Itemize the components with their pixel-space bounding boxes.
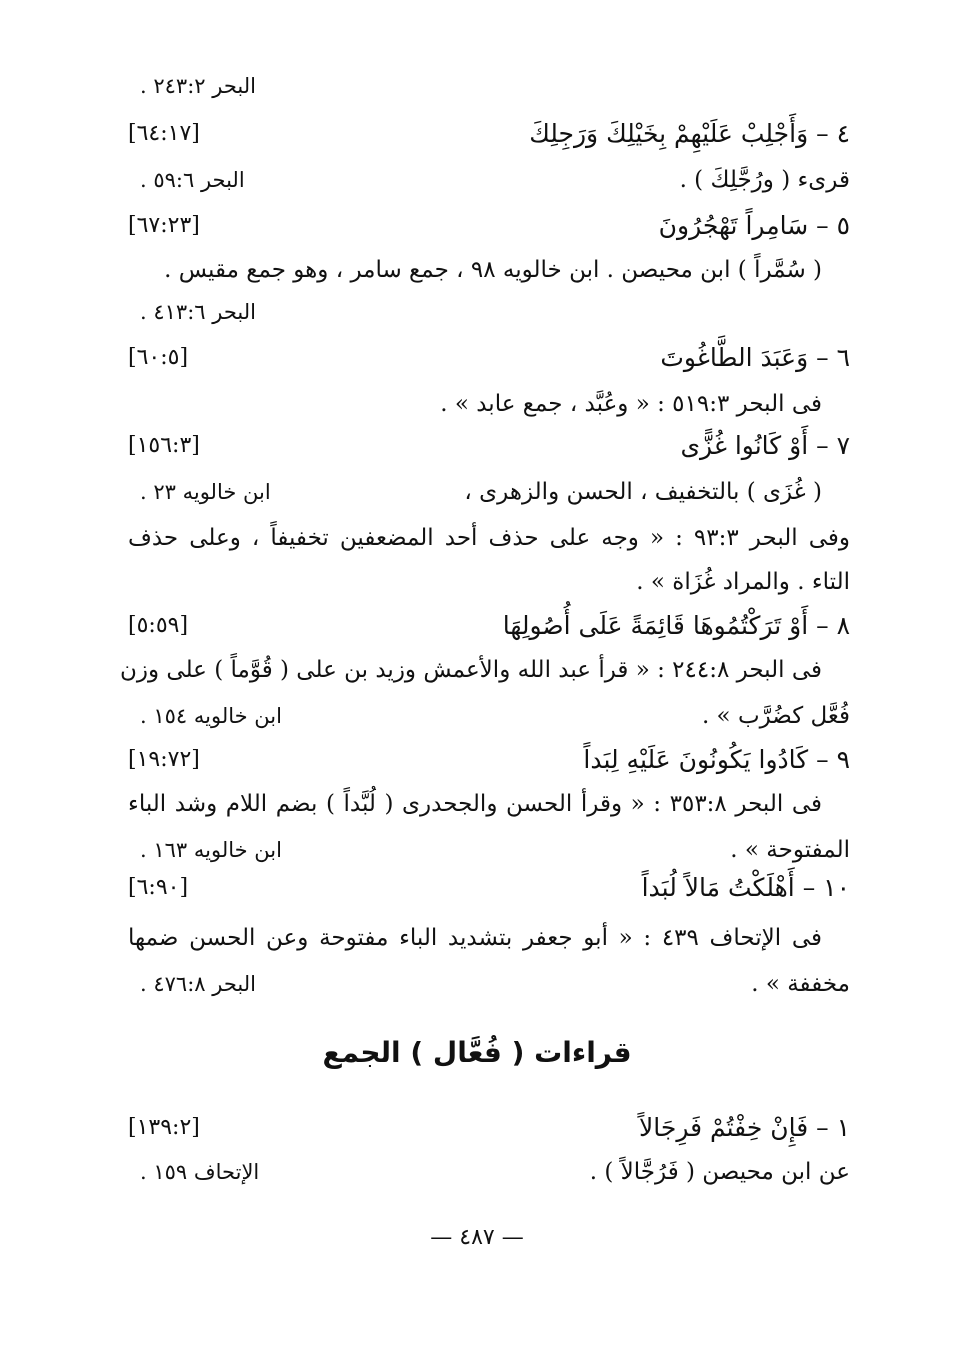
source-citation: البحر ٢٤٣:٢ . bbox=[140, 74, 256, 98]
text-line bbox=[128, 962, 850, 1006]
source-citation: ابن خالويه ١٦٣ . bbox=[140, 838, 282, 862]
verse-text: ٩ – كَادُوا يَكُونُونَ عَلَيْهِ لِبَداً bbox=[583, 745, 850, 774]
verse-reference: [٦٠:٥] bbox=[128, 345, 189, 370]
verse-reference: [٦٤:١٧] bbox=[128, 121, 200, 146]
reading-text: فُعَّل كضُرَّب » . bbox=[701, 703, 850, 729]
text-line bbox=[128, 560, 850, 604]
reading-text: فى الإتحاف ٤٣٩ : « أبو جعفر بتشديد الباء مفتوحة وعن الحسن ضمها bbox=[128, 925, 822, 951]
verse-text: ٥ – سَامِراً تَهْجُرُونَ bbox=[658, 211, 850, 240]
text-line bbox=[128, 516, 850, 560]
text-line bbox=[128, 916, 850, 960]
text-line bbox=[128, 290, 850, 334]
reading-text: مخففة » . bbox=[751, 971, 850, 997]
verse-line bbox=[128, 866, 850, 910]
text-line bbox=[128, 470, 850, 514]
reading-text: ( غُزَى ) بالتخفيف ، الحسن والزهرى ، bbox=[464, 479, 822, 505]
verse-text: ١٠ – أَهْلَكْتُ مَالاً لُبَداً bbox=[641, 873, 850, 902]
verse-text: ١ – فَإِنْ خِفْتُمْ فَرِجَالاً bbox=[638, 1113, 850, 1142]
verse-reference: [٥:٥٩] bbox=[128, 613, 189, 638]
verse-line bbox=[128, 204, 850, 248]
reading-text: قرىء ( ورُجَّلِكَ ) . bbox=[679, 167, 850, 193]
source-citation: ابن خالويه ٢٣ . bbox=[140, 480, 271, 504]
verse-line bbox=[128, 336, 850, 380]
verse-reference: [١٣٩:٢] bbox=[128, 1115, 200, 1140]
reading-text: ( سُمَّراً ) ابن محيصن . ابن خالويه ٩٨ ، جمع سامر ، وهو جمع مقيس . bbox=[164, 257, 822, 283]
source-citation: البحر ٤٧٦:٨ . bbox=[140, 972, 256, 996]
text-line bbox=[119, 648, 850, 692]
verse-text: ٦ – وَعَبَدَ الطَّاغُوتَ bbox=[660, 343, 850, 372]
page-number: — ٤٨٧ — bbox=[430, 1225, 524, 1250]
verse-reference: [٦٧:٢٣] bbox=[128, 213, 200, 238]
verse-reference: [١٥٦:٣] bbox=[128, 433, 200, 458]
verse-line bbox=[128, 424, 850, 468]
verse-text: ٤ – وَأَجْلِبْ عَلَيْهِمْ بِخَيْلِكَ وَرَجِلِكَ bbox=[529, 119, 850, 148]
source-citation: البحر ٤١٣:٦ . bbox=[140, 300, 256, 324]
verse-reference: [٦:٩٠] bbox=[128, 875, 189, 900]
source-citation: الإتحاف ١٥٩ . bbox=[140, 1160, 260, 1184]
text-line bbox=[128, 382, 850, 426]
reading-text: المفتوحة » . bbox=[730, 837, 850, 863]
verse-line bbox=[128, 112, 850, 156]
text-line bbox=[128, 64, 850, 108]
verse-text: ٧ – أَوْ كَانُوا غُزًّى bbox=[680, 431, 850, 460]
verse-line bbox=[128, 738, 850, 782]
reading-text: وفى البحر ٩٣:٣ : « وجه على حذف أحد المضعفين تخفيفاً ، وعلى حذف bbox=[128, 525, 850, 551]
verse-reference: [١٩:٧٢] bbox=[128, 747, 200, 772]
text-line bbox=[128, 1150, 850, 1194]
reading-text: عن ابن محيصن ( فَرُجَّالاً ) . bbox=[589, 1159, 850, 1185]
section-heading: قراءات ( فُعَّال ) الجمع bbox=[322, 1036, 632, 1069]
reading-text: فى البحر ٣٥٣:٨ : « وقرأ الحسن والجحدرى ( لُبَّداً ) بضم اللام وشد الباء bbox=[128, 791, 822, 817]
text-line bbox=[128, 158, 850, 202]
source-citation: ابن خالويه ١٥٤ . bbox=[140, 704, 282, 728]
reading-text: فى البحر ٥١٩:٣ : « وعُبَّد ، جمع عابد » . bbox=[440, 391, 822, 417]
text-line bbox=[128, 782, 850, 826]
source-citation: البحر ٥٩:٦ . bbox=[140, 168, 245, 192]
text-line bbox=[128, 694, 850, 738]
reading-text: فى البحر ٢٤٤:٨ : « قرأ عبد الله والأعمش وزيد بن على ( قُوَّماً ) على وزن bbox=[119, 657, 822, 683]
text-line bbox=[128, 248, 850, 292]
reading-text: التاء . والمراد غُزَاة » . bbox=[636, 569, 850, 595]
verse-line bbox=[128, 1106, 850, 1150]
verse-text: ٨ – أَوْ تَرَكْتُمُوهَا قَائِمَةً عَلَى أُصُولِهَا bbox=[502, 611, 850, 640]
verse-line bbox=[128, 604, 850, 648]
